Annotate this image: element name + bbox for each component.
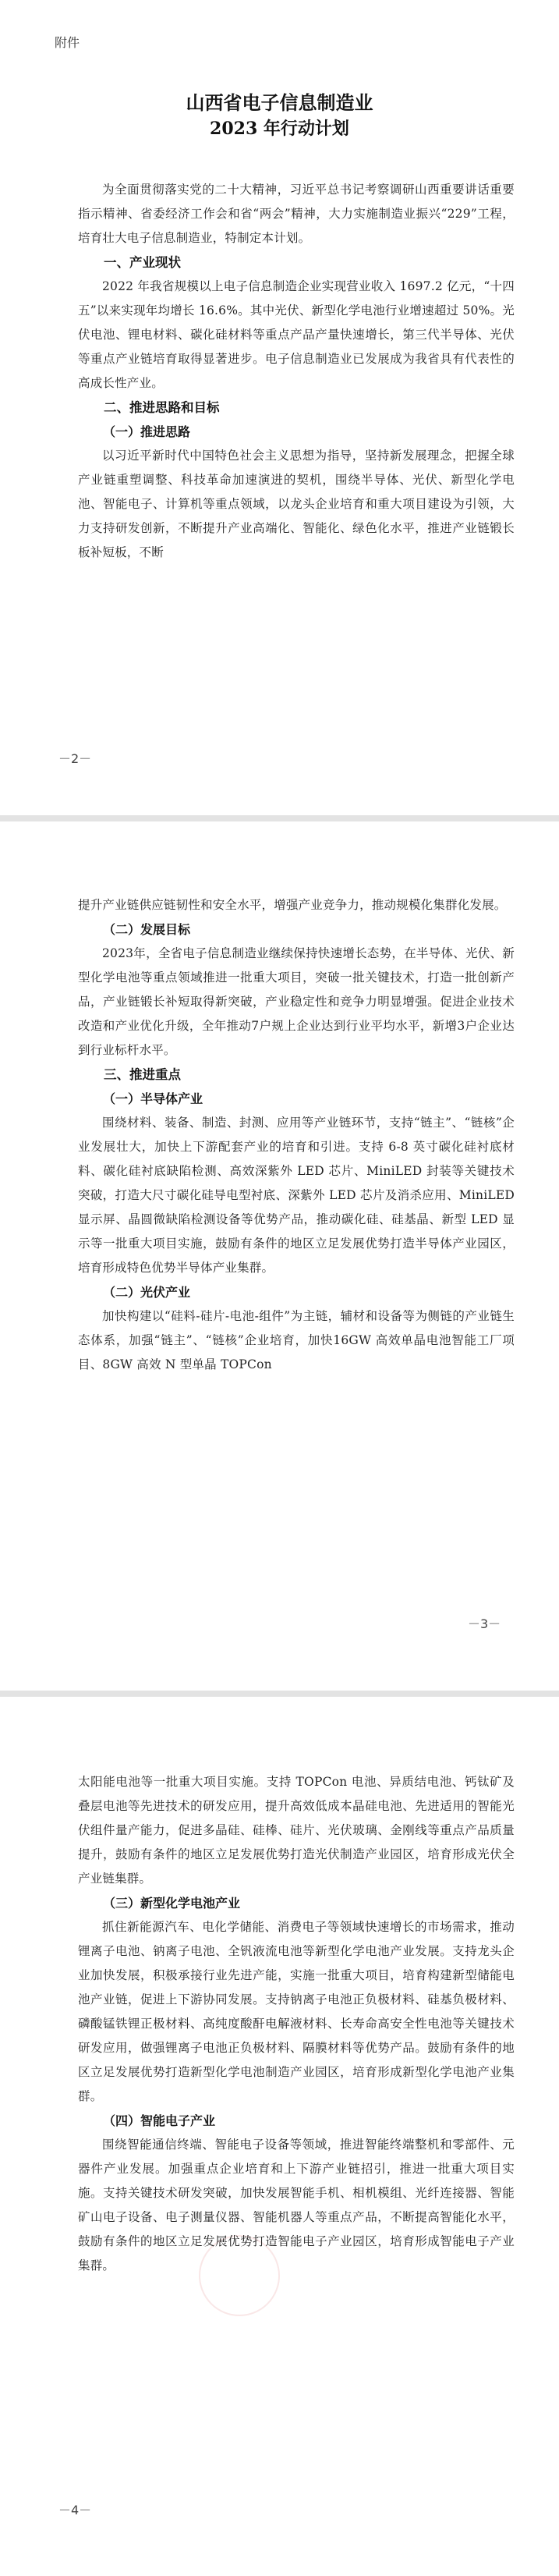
section-heading-ideas-goals: 二、推进思路和目标: [104, 400, 220, 415]
section-heading-key-priorities: 三、推进重点: [104, 1067, 181, 1082]
goals-paragraph: 2023年，全省电子信息制造业继续保持快速增长态势，在半导体、光伏、新型化学电池等重点领域推进一批重大项目，突破一批关键技术，打造一批创新产品，产业链锻长补短取得新突破，产业稳定性和竞争力明显增强。促进企业技术改造和产业优化升级，全年推动7户规上企业达到行业平均水平，新增3户企业达到行业标杆水平。: [78, 946, 515, 1057]
document-page-2: [0, 821, 559, 1691]
subheading-chemical-battery: （三）新型化学电池产业: [103, 1896, 241, 1911]
industry-status-paragraph: 2022 年我省规模以上电子信息制造企业实现营业收入 1697.2 亿元，“十四五”以来实现年均增长 16.6%。其中光伏、新型化学电池行业增速超过 50%。光伏电池、锂电材料、碳化硅材料等重点产品产量快速增长，第三代半导体、光伏等重点产业链培育取得显著进步。电子信息制造业已发展成为我省具有代表性的高成长性产业。: [78, 279, 515, 390]
page-number: －4－: [58, 2503, 92, 2517]
intro-paragraph: 为全面贯彻落实党的二十大精神，习近平总书记考察调研山西重要讲话重要指示精神、省委经济工作会和省“两会”精神，大力实施制造业振兴“229”工程，培育壮大电子信息制造业，特制定本计划。: [78, 183, 515, 245]
smart-electronics-paragraph: 围绕智能通信终端、智能电子设备等领域，推进智能终端整机和零部件、元器件产业发展。加强重点企业培育和上下游产业链招引，推进一批重大项目实施。支持关键技术研发突破，加快发展智能手机、相机模组、光纤连接器、智能矿山电子设备、电子测量仪器、智能机器人等重点产品，不断提高智能化水平，鼓励有条件的地区立足发展优势打造智能电子产业园区，培育形成智能电子产业集群。: [78, 2138, 515, 2273]
photovoltaic-paragraph-continued: 太阳能电池等一批重大项目实施。支持 TOPCon 电池、异质结电池、钙钛矿及叠层电池等先进技术的研发应用，提升高效低成本晶硅电池、先进适用的智能光伏组件量产能力，促进多晶硅、硅棒、硅片、光伏玻璃、金刚线等重点产品质量提升，鼓励有条件的地区立足发展优势打造光伏制造产业园区，培育形成光伏全产业链集群。: [78, 1775, 515, 1886]
ideas-paragraph: 以习近平新时代中国特色社会主义思想为指导，坚持新发展理念，把握全球产业链重塑调整、科技革命加速演进的契机，围绕半导体、光伏、新型化学电池、智能电子、计算机等重点领域，以龙头企业培育和重大项目建设为引领，大力支持研发创新，不断提升产业高端化、智能化、绿色化水平，推进产业链锻长板补短板，不断: [78, 449, 515, 559]
attachment-label: 附件: [55, 35, 80, 50]
subheading-goals: （二）发展目标: [103, 922, 191, 937]
page-number: －2－: [58, 751, 92, 766]
page-3-content: [78, 1770, 515, 2278]
photovoltaic-paragraph: 加快构建以“硅料-硅片-电池-组件”为主链，辅材和设备等为侧链的产业链生态体系，加强“链主”、“链核”企业培育，加快16GW 高效单晶电池智能工厂项目、8GW 高效 N 型单晶 TOPCon: [78, 1309, 515, 1371]
page-2-content: [78, 893, 515, 1377]
ideas-paragraph-continued: 提升产业链供应链韧性和安全水平，增强产业竞争力，推动规模化集群化发展。: [78, 898, 507, 912]
subheading-photovoltaic: （二）光伏产业: [103, 1285, 191, 1300]
subheading-smart-electronics: （四）智能电子产业: [103, 2113, 216, 2128]
semiconductor-paragraph: 围绕材料、装备、制造、封测、应用等产业链环节，支持“链主”、“链核”企业发展壮大，加快上下游配套产业的培育和引进。支持 6-8 英寸碳化硅衬底材料、碳化硅衬底缺陷检测、高效深紫外 LED 芯片、MiniLED 封装等关键技术突破，打造大尺寸碳化硅导电型衬底、深紫外 LED 芯片及消杀应用、MiniLED 显示屏、晶圆微缺陷检测设备等优势产品，推动碳化硅、硅基晶、新型 LED 显示等一批重大项目实施，鼓励有条件的地区立足发展优势打造半导体产业园区，培育形成特色优势半导体产业集群。: [78, 1116, 515, 1275]
document-title: 山西省电子信息制造业: [186, 91, 373, 114]
page-1-content: [78, 178, 515, 565]
subheading-semiconductor: （一）半导体产业: [103, 1091, 203, 1106]
document-page-1: [0, 0, 559, 815]
page-number: －3－: [468, 1616, 501, 1631]
document-subtitle: 2023 年行动计划: [210, 119, 349, 139]
subheading-ideas: （一）推进思路: [103, 424, 191, 439]
section-heading-industry-status: 一、产业现状: [104, 255, 181, 270]
chemical-battery-paragraph: 抓住新能源汽车、电化学储能、消费电子等领域快速增长的市场需求，推动锂离子电池、钠离子电池、全钒液流电池等新型化学电池产业发展。支持龙头企业加快发展，积极承接行业先进产能，实施一批重大项目，培育构建新型储能电池产业链，促进上下游协同发展。支持钠离子电池正负极材料、硅基负极材料、磷酸锰铁锂正极材料、高纯度酸酐电解液材料、长寿命高安全性电池等关键技术研发应用，做强锂离子电池正负极材料、隔膜材料等优势产品。鼓励有条件的地区立足发展优势打造新型化学电池制造产业园区，培育形成新型化学电池产业集群。: [78, 1920, 515, 2103]
document-page-3: [0, 1697, 559, 2576]
